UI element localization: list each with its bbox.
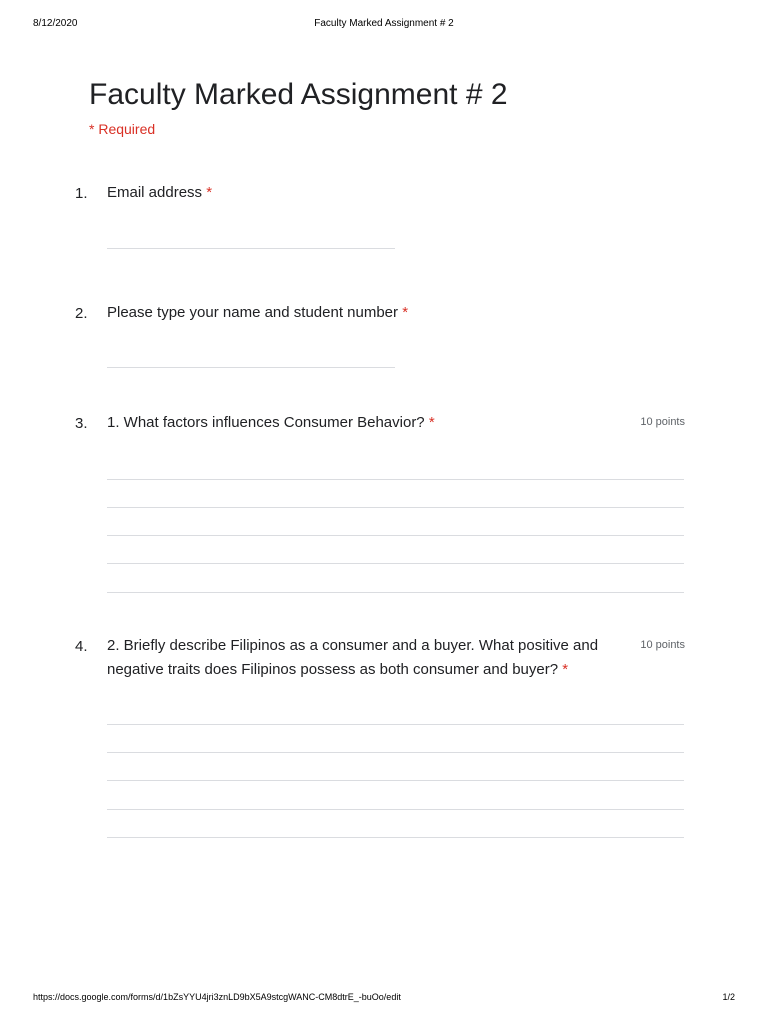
- answer-line[interactable]: [107, 752, 684, 753]
- answer-line[interactable]: [107, 592, 684, 593]
- question-text: 2. Briefly describe Filipinos as a consumer and a buyer. What positive and negative traits does Filipinos possess as both consumer and buyer? *: [107, 637, 599, 678]
- required-asterisk: *: [562, 661, 569, 678]
- print-header: [33, 18, 735, 32]
- required-asterisk: *: [428, 414, 435, 431]
- print-date: 8/12/2020: [33, 18, 78, 29]
- answer-line[interactable]: [107, 535, 684, 536]
- question-text: 1. What factors influences Consumer Behavior? *: [107, 414, 435, 431]
- form-title: Faculty Marked Assignment # 2: [89, 78, 508, 111]
- page-url: https://docs.google.com/forms/d/1bZsYYU4jri3znLD9bX5A9stcgWANC-CM8dtrE_-buOo/edit: [33, 992, 401, 1002]
- answer-line[interactable]: [107, 809, 684, 810]
- answer-line[interactable]: [107, 724, 684, 725]
- name-input-line[interactable]: [107, 367, 395, 368]
- answer-line[interactable]: [107, 837, 684, 838]
- question-number: 2.: [75, 305, 88, 322]
- page-number: 1/2: [722, 992, 735, 1002]
- answer-line[interactable]: [107, 563, 684, 564]
- required-asterisk: *: [206, 184, 213, 201]
- required-asterisk: *: [402, 304, 409, 321]
- answer-line[interactable]: [107, 507, 684, 508]
- question-text: Email address *: [107, 184, 213, 201]
- question-number: 3.: [75, 415, 88, 432]
- question-number: 4.: [75, 638, 88, 655]
- answer-line[interactable]: [107, 479, 684, 480]
- question-text: Please type your name and student number *: [107, 304, 409, 321]
- required-note: * Required: [89, 121, 156, 137]
- email-input-line[interactable]: [107, 248, 395, 249]
- points-badge: 10 points: [640, 416, 685, 428]
- answer-line[interactable]: [107, 780, 684, 781]
- print-doc-title: Faculty Marked Assignment # 2: [314, 18, 454, 29]
- points-badge: 10 points: [640, 639, 685, 651]
- question-number: 1.: [75, 185, 88, 202]
- print-footer: [33, 992, 735, 1006]
